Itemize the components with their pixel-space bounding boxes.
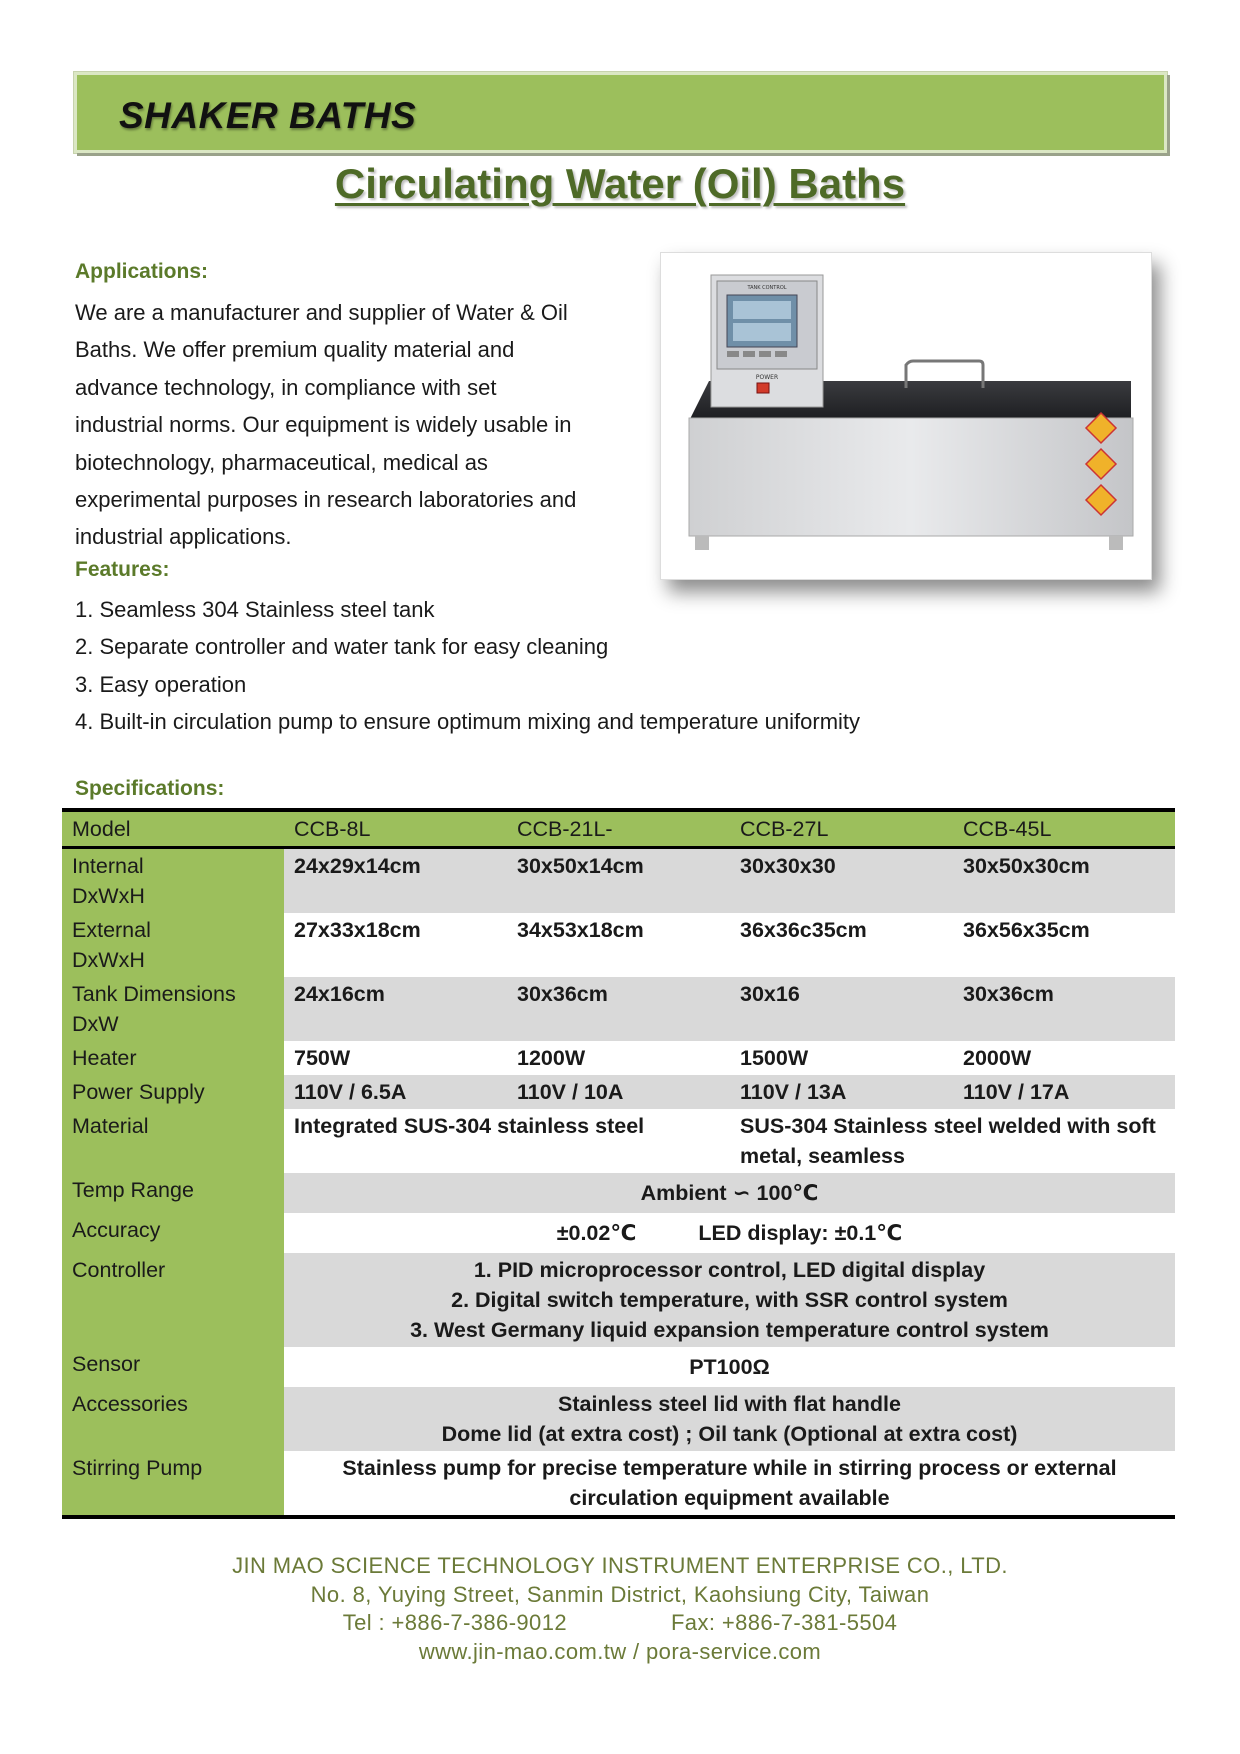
feature-item: 4. Built-in circulation pump to ensure optimum mixing and temperature uniformity	[75, 709, 861, 735]
table-cell	[284, 1451, 1175, 1517]
footer-fax: Fax: +886-7-381-5504	[670, 1610, 898, 1635]
applications-paragraph	[75, 294, 635, 556]
specifications-heading: Specifications:	[75, 777, 225, 800]
table-cell: 110V / 6.5A	[284, 1075, 507, 1109]
table-row	[62, 848, 1175, 914]
applications-heading: Applications:	[75, 260, 209, 283]
led-accuracy-value: LED display: ±0.1℃	[698, 1221, 903, 1245]
row-label: Accuracy	[62, 1213, 284, 1253]
header-cell: CCB-27L	[730, 810, 953, 848]
table-cell: 30x50x30cm	[953, 848, 1175, 914]
table-cell: 30x36cm	[507, 977, 730, 1041]
row-label-line: DxWxH	[72, 948, 145, 972]
row-label: Power Supply	[62, 1075, 284, 1109]
controller-label: TANK CONTROL	[747, 285, 787, 291]
feature-item: 1. Seamless 304 Stainless steel tank	[75, 597, 435, 622]
table-cell: 24x16cm	[284, 977, 507, 1041]
header-cell: CCB-45L	[953, 810, 1175, 848]
footer-company: JIN MAO SCIENCE TECHNOLOGY INSTRUMENT ENTERPRISE CO., LTD.	[232, 1553, 1008, 1578]
pump-line: Stainless pump for precise temperature while in stirring process or external	[342, 1456, 1117, 1480]
table-cell: 2000W	[963, 1046, 1032, 1070]
footer-contact	[0, 1609, 1240, 1638]
table-row	[62, 913, 1175, 977]
table-cell: 36x56x35cm	[963, 918, 1090, 942]
table-cell: 110V / 17A	[953, 1075, 1175, 1109]
controller-line: 2. Digital switch temperature, with SSR control system	[451, 1288, 1008, 1312]
applications-line: experimental purposes in research laboratories and	[75, 487, 577, 513]
applications-line: We are a manufacturer and supplier of Water & Oil	[75, 300, 568, 325]
row-label-line: Tank Dimensions	[72, 982, 236, 1006]
applications-line: industrial applications.	[75, 524, 292, 550]
applications-line: advance technology, in compliance with set	[75, 374, 497, 400]
table-cell: 110V / 10A	[507, 1075, 730, 1109]
table-cell: PT100Ω	[689, 1355, 770, 1379]
page-title: Circulating Water (Oil) Baths	[334, 160, 906, 207]
controller-line: 1. PID microprocessor control, LED digital display	[473, 1258, 986, 1282]
table-row	[62, 1109, 1175, 1173]
header-banner	[74, 72, 1167, 153]
row-label	[62, 848, 284, 914]
row-label: Material	[62, 1109, 284, 1173]
footer	[0, 1552, 1240, 1666]
row-label: Stirring Pump	[62, 1451, 284, 1517]
features-heading: Features:	[75, 558, 170, 581]
applications-line: biotechnology, pharmaceutical, medical as	[75, 449, 488, 475]
feature-item: 3. Easy operation	[75, 671, 247, 697]
table-row	[62, 977, 1175, 1041]
specifications-table	[62, 808, 1175, 1519]
row-label	[62, 977, 284, 1041]
table-row	[62, 1075, 1175, 1109]
table-cell: 1200W	[517, 1046, 586, 1070]
table-row	[62, 1253, 1175, 1347]
row-label-line: External	[72, 918, 151, 942]
row-label: Sensor	[62, 1347, 284, 1387]
features-list	[75, 591, 860, 741]
header-cell: CCB-21L-	[507, 810, 730, 848]
table-row	[62, 1387, 1175, 1451]
table-cell	[284, 1213, 1175, 1253]
footer-website: www.jin-mao.com.tw / pora-service.com	[418, 1638, 822, 1664]
table-row	[62, 1041, 1175, 1075]
table-row	[62, 1213, 1175, 1253]
applications-line: industrial norms. Our equipment is widely usable in	[75, 412, 572, 438]
table-cell: 27x33x18cm	[294, 918, 421, 942]
power-label: POWER	[755, 374, 779, 381]
applications-line: Baths. We offer premium quality material and	[75, 337, 515, 363]
row-label: Heater	[62, 1041, 284, 1075]
row-label-line: DxW	[72, 1012, 119, 1036]
accuracy-value: ±0.02℃	[556, 1221, 637, 1245]
table-cell: 750W	[294, 1046, 351, 1070]
pump-line: circulation equipment available	[569, 1486, 890, 1510]
table-row	[62, 1451, 1175, 1517]
table-cell: Ambient ∽ 100℃	[284, 1173, 1175, 1213]
table-row	[62, 1347, 1175, 1387]
header-cell: Model	[62, 810, 284, 848]
footer-address: No. 8, Yuying Street, Sanmin District, Kaohsiung City, Taiwan	[310, 1581, 930, 1607]
table-cell: 110V / 13A	[730, 1075, 953, 1109]
table-header-row	[62, 810, 1175, 848]
table-cell: 1500W	[740, 1046, 809, 1070]
table-cell: 24x29x14cm	[284, 848, 507, 914]
table-row	[62, 1173, 1175, 1213]
row-label	[62, 913, 284, 977]
table-cell: 30x30x30	[730, 848, 953, 914]
accessories-line: Dome lid (at extra cost) ; Oil tank (Optional at extra cost)	[441, 1422, 1018, 1446]
row-label: Temp Range	[62, 1173, 284, 1213]
table-cell: SUS-304 Stainless steel welded with soft metal, seamless	[740, 1114, 1156, 1168]
table-cell	[284, 1387, 1175, 1451]
table-cell: 30x50x14cm	[507, 848, 730, 914]
row-label: Accessories	[62, 1387, 284, 1451]
banner-title: SHAKER BATHS	[119, 95, 417, 136]
water-bath-illustration	[661, 253, 1151, 579]
controller-line: 3. West Germany liquid expansion temperature control system	[410, 1318, 1049, 1342]
header-cell: CCB-8L	[284, 810, 507, 848]
footer-tel: Tel : +886-7-386-9012	[342, 1610, 567, 1635]
table-cell: 30x16	[730, 977, 953, 1041]
row-label-line: Internal	[72, 854, 144, 878]
feature-item: 2. Separate controller and water tank for easy cleaning	[75, 634, 609, 660]
table-cell: 34x53x18cm	[517, 918, 644, 942]
product-photo	[660, 252, 1152, 580]
row-label-line: DxWxH	[72, 884, 145, 908]
accessories-line: Stainless steel lid with flat handle	[558, 1392, 901, 1416]
table-cell: 36x36c35cm	[740, 918, 867, 942]
table-cell: 30x36cm	[953, 977, 1175, 1041]
table-cell: Integrated SUS-304 stainless steel	[294, 1114, 645, 1138]
table-cell	[284, 1253, 1175, 1347]
row-label: Controller	[62, 1253, 284, 1347]
